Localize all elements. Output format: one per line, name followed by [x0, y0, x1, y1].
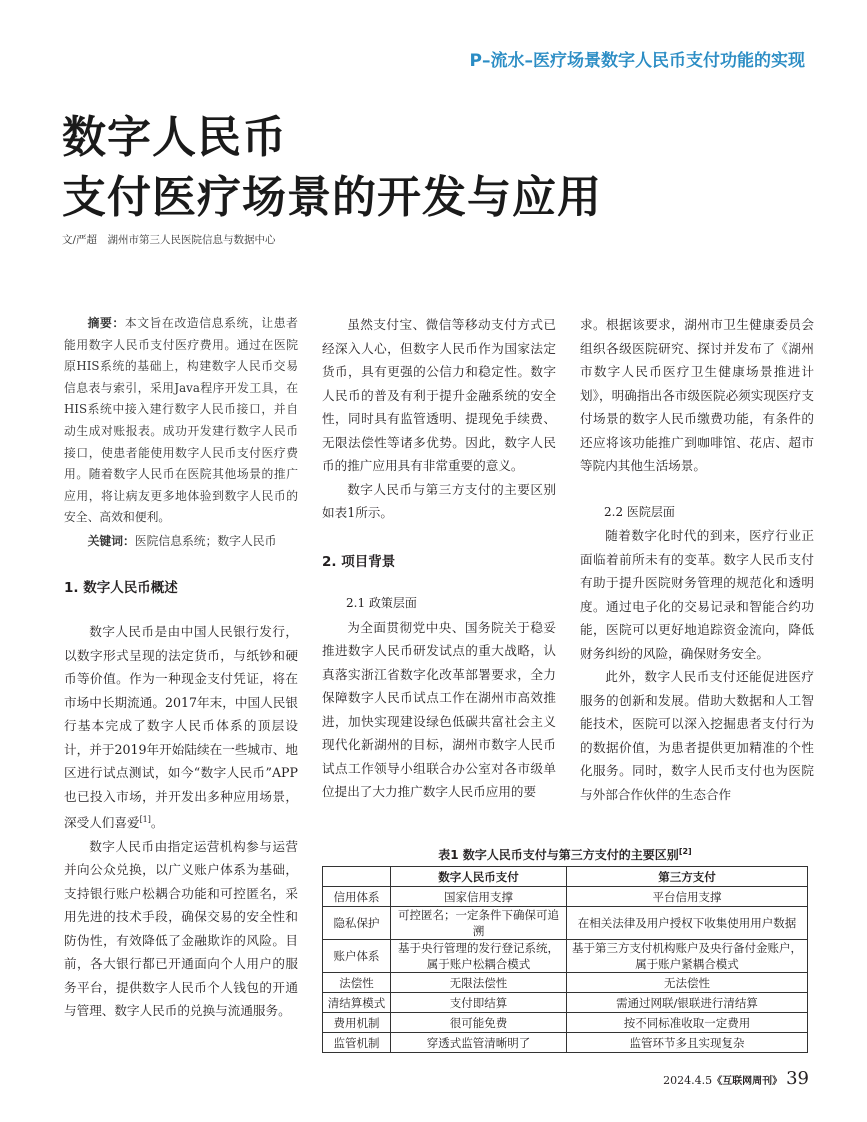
table-row: [323, 887, 808, 907]
table-row: [323, 973, 808, 993]
table-row: [323, 940, 808, 973]
table-cell: 基于央行管理的发行登记系统，属于账户松耦合模式: [391, 940, 567, 973]
table-cell: 可控匿名；一定条件下确保可追溯: [391, 907, 567, 940]
page-number: 39: [786, 1068, 809, 1089]
table-cell: 在相关法律及用户授权下收集使用用户数据: [567, 907, 808, 940]
title-line-1: 数字人民币: [62, 112, 287, 163]
table-cell: 国家信用支撑: [391, 887, 567, 907]
table-cell: 穿透式监管清晰明了: [391, 1033, 567, 1053]
column-2: [322, 313, 556, 804]
table-cell: 平台信用支撑: [567, 887, 808, 907]
citation: [2]: [678, 847, 692, 856]
table-cell: 很可能免费: [391, 1013, 567, 1033]
table-row: [323, 1033, 808, 1053]
keywords-label: 关键词：: [87, 533, 135, 548]
table-row: [323, 907, 808, 940]
paragraph: 数字人民币由指定运营机构参与运营并向公众兑换，以广义账户体系为基础，支持银行账户松耦合功能和可控匿名，采用先进的技术手段，确保交易的安全性和防伪性，有效降低了金融欺诈的风险。目前，各大银行都已开通面向个人用户的服务平台，提供数字人民币个人钱包的开通与管理、数字人民币的兑换与流通服务。: [64, 838, 298, 1019]
table-cell: 隐私保护: [323, 907, 391, 940]
paragraph: 随着数字化时代的到来，医疗行业正面临着前所未有的变革。数字人民币支付有助于提升医院财务管理的规范化和透明度。通过电子化的交易记录和智能合约功能，医院可以更好地追踪资金流向，降低财务纠纷的风险，确保财务安全。: [580, 528, 814, 661]
table-header: 数字人民币支付: [391, 867, 567, 887]
paragraph: 此外，数字人民币支付还能促进医疗服务的创新和发展。借助大数据和人工智能技术，医院可以深入挖掘患者支付行为的数据价值，为患者提供更加精准的个性化服务。同时，数字人民币支付也为医院与外部合作伙伴的生态合作: [580, 669, 814, 802]
table-cell: 费用机制: [323, 1013, 391, 1033]
abstract: [64, 313, 298, 529]
table-cell: 清结算模式: [323, 993, 391, 1013]
article-title: [62, 108, 602, 228]
comparison-table: [322, 866, 808, 1053]
table-cell: 监管机制: [323, 1033, 391, 1053]
subsection-2-2: 2.2 医院层面: [604, 504, 675, 519]
table-cell: 无限法偿性: [391, 973, 567, 993]
page-footer: [663, 1068, 809, 1089]
keywords: [64, 531, 298, 553]
table-cell: 按不同标准收取一定费用: [567, 1013, 808, 1033]
table-header: [323, 867, 391, 887]
byline: 文/严超 湖州市第三人民医院信息与数据中心: [62, 234, 276, 246]
table-cell: 法偿性: [323, 973, 391, 993]
paragraph: 数字人民币是由中国人民银行发行，以数字形式呈现的法定货币，与纸钞和硬币等价值。作为一种现金支付凭证，将在市场中长期流通。2017年末，中国人民银行基本完成了数字人民币体系的顶层设计，并于2019年开始陆续在一些城市、地区进行试点测试，如今“数字人民币”APP也已投入市场，并开发出多种应用场景，深受人们喜爱[1]。: [64, 624, 298, 831]
table-cell: 基于第三方支付机构账户及央行备付金账户，属于账户紧耦合模式: [567, 940, 808, 973]
section-2-heading: 2. 项目背景: [322, 553, 396, 570]
paragraph: 数字人民币与第三方支付的主要区别如表1所示。: [322, 481, 556, 520]
paragraph: 求。根据该要求，湖州市卫生健康委员会组织各级医院研究、探讨并发布了《湖州市数字人民币医疗卫生健康场景推进计划》，明确指出各市级医院必须实现医疗支付场景的数字人民币缴费功能，有条件的还应将该功能推广到咖啡馆、花店、超市等院内其他生活场景。: [580, 317, 814, 473]
table-header: 第三方支付: [567, 867, 808, 887]
table-cell: 账户体系: [323, 940, 391, 973]
table-cell: 监管环节多且实现复杂: [567, 1033, 808, 1053]
table-cell: 需通过网联/银联进行清结算: [567, 993, 808, 1013]
issue-date: 2024.4.5: [663, 1074, 713, 1087]
column-1: [64, 313, 298, 1023]
subsection-2-1: 2.1 政策层面: [346, 596, 417, 610]
citation: [1]: [139, 815, 151, 825]
table-cell: 信用体系: [323, 887, 391, 907]
journal-name: 《互联网周刊》: [712, 1076, 783, 1087]
abstract-label: 摘要：: [87, 316, 125, 330]
section-kicker: P–流水–医疗场景数字人民币支付功能的实现: [469, 51, 805, 71]
table-cell: 无法偿性: [567, 973, 808, 993]
table-cell: 支付即结算: [391, 993, 567, 1013]
paragraph: 虽然支付宝、微信等移动支付方式已经深入人心，但数字人民币作为国家法定货币，具有更强的公信力和稳定性。数字人民币的普及有利于提升金融系统的安全性，同时具有监管透明、提现免手续费、无限法偿性等诸多优势。因此，数字人民币的推广应用具有非常重要的意义。: [322, 317, 556, 473]
table-caption: 表1 数字人民币支付与第三方支付的主要区别[2]: [438, 847, 692, 862]
section-1-heading: 1. 数字人民币概述: [64, 579, 178, 596]
keywords-text: 医院信息系统；数字人民币: [134, 533, 277, 548]
title-line-2: 支付医疗场景的开发与应用: [62, 172, 602, 223]
column-3: [580, 313, 814, 806]
table-row: [323, 1013, 808, 1033]
paragraph: 为全面贯彻党中央、国务院关于稳妥推进数字人民币研发试点的重大战略，认真落实浙江省数字化改革部署要求，全力保障数字人民币试点工作在湖州市高效推进，加快实现建设绿色低碳共富社会主义现代化新湖州的目标，湖州市数字人民币试点工作领导小组联合办公室对各市级单位提出了大力推广数字人民币应用的要: [322, 619, 556, 799]
table-row: [323, 993, 808, 1013]
abstract-text: 本文旨在改造信息系统，让患者能用数字人民币支付医疗费用。通过在医院原HIS系统的基础上，构建数字人民币交易信息表与索引，采用Java程序开发工具，在HIS系统中接入建行数字人民币接口，并自动生成对账报表。成功开发建行数字人民币接口，使患者能使用数字人民币支付医疗费用。随着数字人民币在医院其他场景的推广应用，将让病友更多地体验到数字人民币的安全、高效和便利。: [64, 316, 298, 525]
